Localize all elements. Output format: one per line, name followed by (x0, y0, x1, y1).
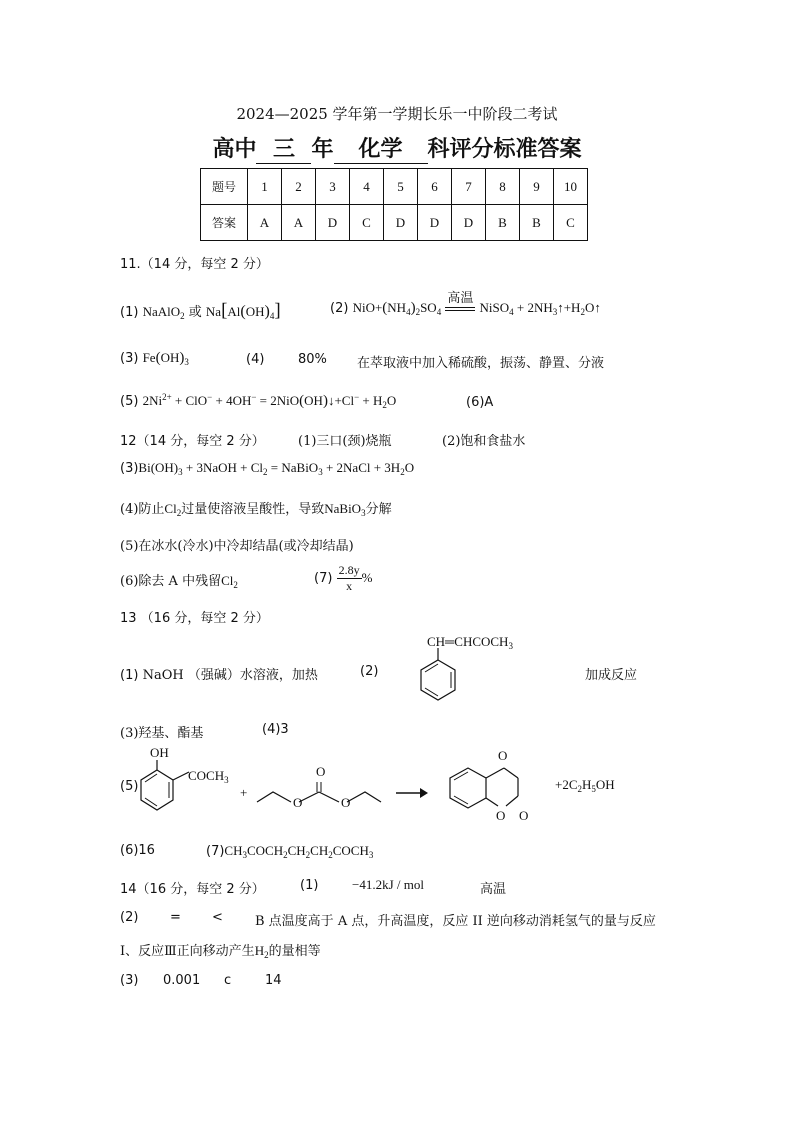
product-ketone-oxygen: O (498, 748, 508, 763)
q12-answer-3: $(3)Bi(OH)_3$ + 3NaOH + $Cl_2$ = NaBiO$_3$ + 2NaCl + $3H_2O$ (120, 460, 415, 477)
q14-answer-1-condition: 高温 (480, 882, 507, 897)
q14-answer-3-label: (3) (120, 973, 139, 988)
plus-sign: + (240, 785, 248, 800)
benzene-ring-icon (405, 648, 465, 708)
q11-answer-5: (5) $2Ni^{2+} + ClO^- + 4OH^-$ = 2NiO(OH)↓+Cl− + $H_2O$ (120, 392, 397, 410)
reaction-arrow-icon (396, 787, 428, 799)
question-number-row: 题号 1 2 3 4 5 6 7 8 9 10 (201, 169, 588, 205)
q12-answer-7: (7) $\frac{2.8y}{x}$ % (314, 563, 373, 593)
q13-answer-6: (6)16 (120, 843, 155, 858)
q11-answer-4-text: 在萃取液中加入稀硫酸，振荡、静置、分液 (357, 356, 605, 371)
q11-condition: 高温 (447, 290, 474, 306)
q13-answer-3: (3)羟基、酯基 (120, 726, 204, 741)
q11-heading: 11.（14 分，每空 2 分） (120, 257, 269, 272)
q14-answer-1-value: −41.2kJ / mol (352, 877, 424, 892)
diethyl-carbonate-icon (255, 782, 385, 810)
subject-blank: 化学 (334, 132, 428, 164)
q13-heading: 13 （16 分，每空 2 分） (120, 611, 269, 626)
q13-answer-5-label: (5) (120, 779, 139, 794)
ether-oxygen-1: O (293, 795, 303, 810)
q13-answer-7: $(7)CH_3COCH_2CH_2CH_2COCH_3$ (206, 843, 374, 860)
q13-structure-formula: $CH═CHCOCH_3$ (427, 634, 513, 651)
q11-answer-2: (2) $NiO+(NH_4)_2SO_4$ 高温 NiSO$_4$ + $2NH_3↑+H_2O↑$ (330, 300, 601, 317)
q12-answer-1: (1)三口(颈)烧瓶 (298, 434, 392, 449)
q14-answer-2-eq: = (170, 910, 181, 925)
q14-answer-3-value-1: 0.001 (163, 973, 201, 988)
acetyl-label: $COCH_3$ (188, 768, 229, 785)
q14-answer-2-reason: B 点温度高于 A 点，升高温度，反应 II 逆向移动消耗氢气的量与反应 (255, 914, 656, 929)
ethanol-product: $+2C_2H_5OH$ (555, 777, 615, 794)
answer-key-title: 高中 三 年 化学 科评分标准答案 (0, 132, 794, 164)
q14-heading: 14（16 分，每空 2 分） (120, 882, 265, 897)
q12-answer-5: (5)在冰水(冷水)中冷却结晶(或冷却结晶) (120, 539, 354, 554)
product-ring-icon (432, 766, 522, 820)
carbonyl-oxygen: O (316, 764, 326, 779)
q13-answer-4: (4)3 (262, 722, 289, 737)
product-carbonyl-oxygen: O (519, 808, 529, 823)
exam-title: 2024—2025 学年第一学期长乐一中阶段二考试 (236, 105, 558, 123)
q11-answer-4-value: 80% (298, 352, 327, 367)
q14-answer-3-value-3: 14 (265, 973, 282, 988)
q14-answer-1-label: (1) (300, 878, 319, 893)
q12-answer-2: (2)饱和食盐水 (442, 434, 526, 449)
hydroxy-label: OH (150, 745, 169, 760)
ether-oxygen-2: O (341, 795, 351, 810)
answer-table (200, 168, 588, 241)
q12-answer-6: (6)除去 A 中残留$Cl_2$ (120, 573, 238, 590)
q14-answer-2-lt: < (212, 910, 223, 925)
q13-reaction-type: 加成反应 (585, 668, 638, 683)
q11-answer-1: (1) NaAlO$_2$ 或 $Na[Al(OH)_4]$ (120, 300, 281, 321)
q14-answer-2-label: (2) (120, 910, 139, 925)
q13-answer-2-label: (2) (360, 664, 379, 679)
q12-heading: 12（14 分，每空 2 分） (120, 434, 265, 449)
answer-row: 答案 A A D C D D D B B C (201, 205, 588, 241)
q14-answer-3-value-2: c (224, 973, 232, 988)
hydroxyacetophenone-ring-icon (135, 760, 191, 816)
q11-answer-6: (6)A (466, 395, 494, 410)
q11-answer-3: (3) $Fe(OH)_3$ (120, 350, 189, 367)
product-ring-oxygen: O (496, 808, 506, 823)
q14-answer-2-reason-cont: Ⅰ、反应Ⅲ正向移动产生$H_2$的量相等 (120, 943, 321, 960)
grade-blank: 三 (256, 132, 311, 164)
q12-answer-4: (4)防止$Cl_2$过量使溶液呈酸性，导致NaBiO$_3$分解 (120, 501, 392, 518)
q11-answer-4-label: (4) (246, 352, 265, 367)
q13-answer-1: (1) NaOH （强碱）水溶液，加热 (120, 668, 318, 683)
